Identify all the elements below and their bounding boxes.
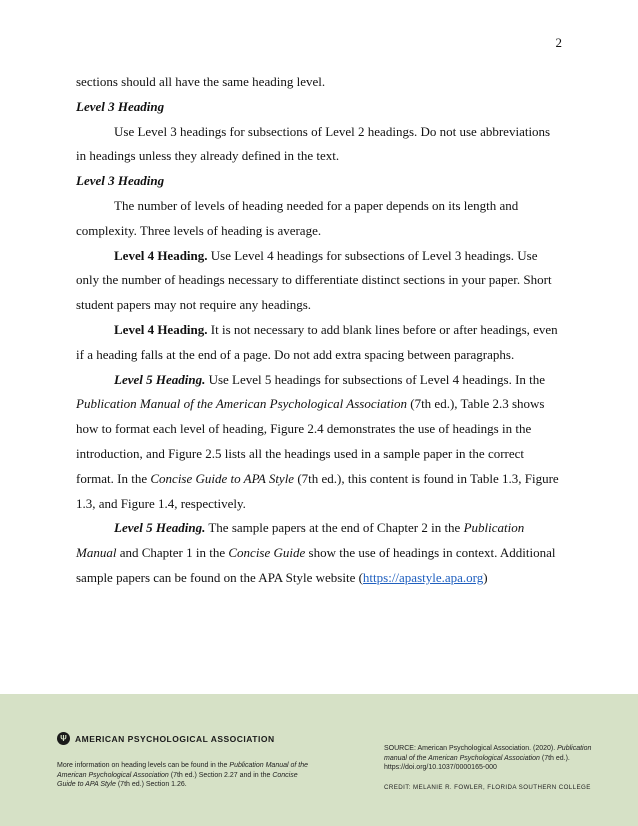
- level-4-heading: Level 4 Heading.: [114, 321, 208, 337]
- paragraph-text: Use Level 4 headings for subsections of Level 3 headings. Use only the number of headings necessary to differentiate distinct sections in your paper. Short student papers may not require any headings.: [76, 247, 552, 313]
- source-book-title: Publication manual of the American Psychological Association: [384, 745, 592, 762]
- paragraph-text: ): [483, 569, 488, 585]
- paragraph-text: show the use of headings in context. Additional sample papers can be found on the APA Style website (: [76, 545, 556, 585]
- paragraph-text: Use Level 5 headings for subsections of Level 4 headings. In the: [208, 371, 546, 387]
- footer-note: [57, 761, 317, 790]
- apa-style-link[interactable]: https://apastyle.apa.org: [362, 569, 484, 585]
- level-4-heading: Level 4 Heading.: [114, 247, 208, 263]
- paragraph-continued: sections should all have the same heading level.: [76, 74, 326, 89]
- paragraph-text: The sample papers at the end of Chapter 2 in the: [208, 520, 461, 536]
- book-title: Concise Guide: [228, 545, 306, 561]
- footer-note-text: More information on heading levels can be found in the: [57, 762, 228, 769]
- paragraph-level-5: [76, 516, 562, 590]
- book-title: Publication Manual: [76, 520, 525, 561]
- apa-logo-text: AMERICAN PSYCHOLOGICAL ASSOCIATION: [75, 733, 275, 744]
- source-citation: [384, 744, 604, 773]
- paragraph-level-4: [76, 318, 562, 368]
- level-5-heading: Level 5 Heading.: [114, 520, 206, 536]
- footer-book-title: Publication Manual of the American Psychological Association: [57, 762, 309, 779]
- document-body: [76, 70, 562, 591]
- footer-note-text: (7th ed.) Section 1.26.: [117, 781, 187, 788]
- footer-source: [384, 744, 604, 792]
- footer-note-text: (7th ed.) Section 2.27 and in the: [170, 771, 271, 779]
- level-5-heading: Level 5 Heading.: [114, 371, 206, 387]
- apa-logo: [57, 732, 275, 745]
- source-text: (7th ed.). https://doi.org/10.1037/0000165-000: [384, 754, 570, 771]
- book-title: Concise Guide to APA Style: [150, 470, 295, 486]
- footer-book-title: Concise Guide to APA Style: [57, 771, 298, 788]
- footer-panel: [0, 694, 638, 826]
- paragraph-level-5: [76, 368, 562, 517]
- book-title: Publication Manual of the American Psychological Association: [76, 396, 407, 412]
- paragraph-text: (7th ed.), this content is found in Table 1.3, Figure 1.3, and Figure 1.4, respectively.: [76, 470, 559, 511]
- paragraph: The number of levels of heading needed for a paper depends on its length and complexity. Three levels of heading is average.: [76, 197, 519, 238]
- apa-psi-icon: Ψ: [57, 732, 70, 745]
- paragraph: Use Level 3 headings for subsections of Level 2 headings. Do not use abbreviations in headings unless they already defined in the text.: [76, 123, 551, 164]
- paragraph-text: (7th ed.), Table 2.3 shows how to format each level of heading, Figure 2.4 demonstrates the use of headings in the introduction, and Figure 2.5 lists all the headings used in a sample paper in the correct format. In the: [76, 396, 545, 486]
- credit-line: CREDIT: MELANIE R. FOWLER, FLORIDA SOUTHERN COLLEGE: [384, 783, 591, 791]
- source-text: SOURCE: American Psychological Association. (2020).: [384, 745, 556, 752]
- paragraph-level-4: [76, 244, 562, 318]
- level-3-heading: Level 3 Heading: [76, 98, 165, 114]
- paragraph-text: and Chapter 1 in the: [119, 545, 226, 561]
- level-3-heading: Level 3 Heading: [76, 173, 165, 189]
- paragraph-text: It is not necessary to add blank lines before or after headings, even if a heading falls at the end of a page. Do not add extra spacing between paragraphs.: [76, 321, 558, 362]
- page-number: 2: [555, 35, 562, 50]
